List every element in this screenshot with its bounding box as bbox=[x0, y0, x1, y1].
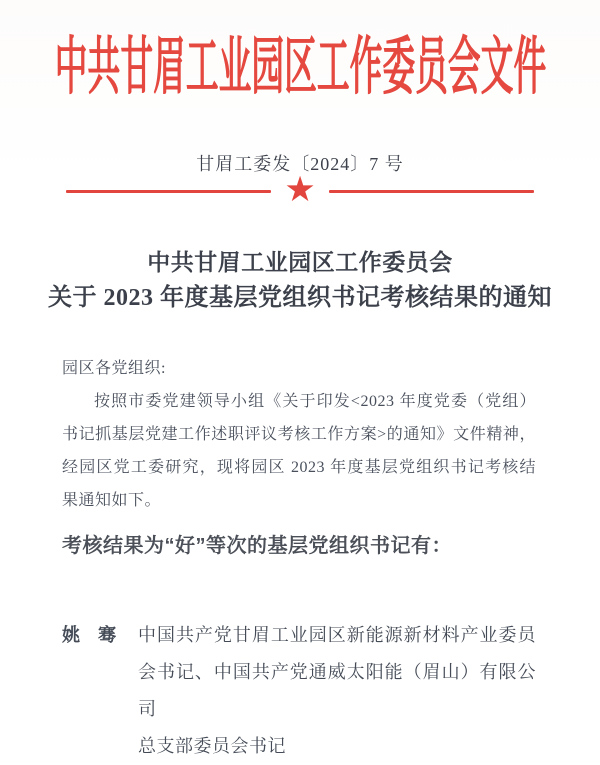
document-body bbox=[62, 352, 536, 765]
awardee-roles bbox=[138, 617, 536, 765]
intro-paragraph bbox=[62, 385, 536, 517]
awardee-entry bbox=[62, 617, 536, 765]
header-divider bbox=[66, 170, 534, 210]
result-grade-heading: 考核结果为“好”等次的基层党组织书记有： bbox=[62, 535, 452, 557]
letterhead-org-title: 中共甘眉工业园区工作委员会文件 bbox=[54, 31, 546, 102]
letterhead bbox=[0, 28, 600, 106]
document-title-line2: 关于 2023 年度基层党组织书记考核结果的通知 bbox=[48, 285, 552, 311]
document-reference-number: 甘眉工委发〔2024〕7 号 bbox=[196, 154, 404, 174]
salutation: 园区各党组织: bbox=[62, 360, 166, 377]
document-title-line1: 中共甘眉工业园区工作委员会 bbox=[147, 250, 453, 275]
star-icon: ★ bbox=[284, 170, 316, 210]
paragraph-line: 书记抓基层党建工作述职评议考核工作方案>的通知》文件精神， bbox=[62, 426, 536, 443]
divider-line-right bbox=[329, 190, 534, 193]
paragraph-line: 经园区党工委研究，现将园区 2023 年度基层党组织书记考核结 bbox=[62, 459, 536, 476]
paragraph-line: 果通知如下。 bbox=[62, 492, 162, 509]
awardee-role-line: 总支部委员会书记 bbox=[138, 736, 286, 756]
paragraph-line: 按照市委党建领导小组《关于印发<2023 年度党委（党组） bbox=[94, 393, 536, 410]
divider-line-left bbox=[66, 190, 271, 193]
document-title bbox=[0, 249, 600, 313]
awardee-role-line: 中国共产党甘眉工业园区新能源新材料产业委员 bbox=[138, 625, 536, 645]
awardee-role-line: 会书记、中国共产党通威太阳能（眉山）有限公司 bbox=[138, 662, 536, 719]
awardee-name: 姚 骞 bbox=[62, 625, 116, 645]
